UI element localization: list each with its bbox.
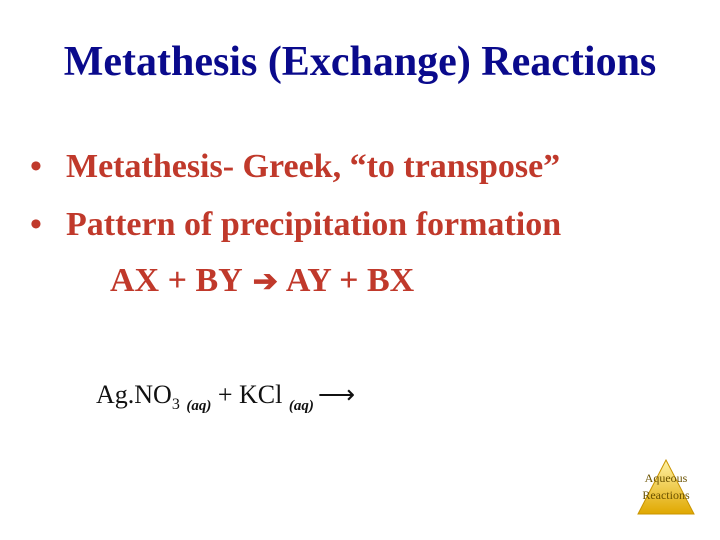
state-aq: (aq) xyxy=(186,398,212,414)
bullet-text: Pattern of precipitation formation xyxy=(66,206,562,243)
pattern-reactants: AX + BY xyxy=(110,262,243,299)
plus-sign: + xyxy=(217,380,233,409)
bullet-icon: • xyxy=(30,148,42,185)
nav-label-line1: Aqueous xyxy=(644,471,688,485)
nav-label-line2: Reactions xyxy=(642,488,690,502)
pattern-products: AY + BX xyxy=(285,262,415,299)
reactant-kcl: KCl xyxy=(239,380,283,409)
bullet-list xyxy=(30,148,561,264)
reaction-pattern xyxy=(110,262,414,300)
right-arrow-icon: ➔ xyxy=(252,265,278,298)
bullet-icon: • xyxy=(30,206,42,243)
subscript-3: 3 xyxy=(171,396,180,413)
bullet-item xyxy=(30,206,561,264)
reactant-agno3: Ag.NO xyxy=(96,380,172,409)
example-equation xyxy=(96,380,355,415)
long-arrow-icon: ⟶ xyxy=(317,380,356,409)
slide-title: Metathesis (Exchange) Reactions xyxy=(63,39,657,85)
bullet-text: Metathesis- Greek, “to transpose” xyxy=(66,148,561,185)
nav-label[interactable] xyxy=(628,470,704,504)
bullet-item xyxy=(30,148,561,206)
state-aq: (aq) xyxy=(288,398,314,414)
